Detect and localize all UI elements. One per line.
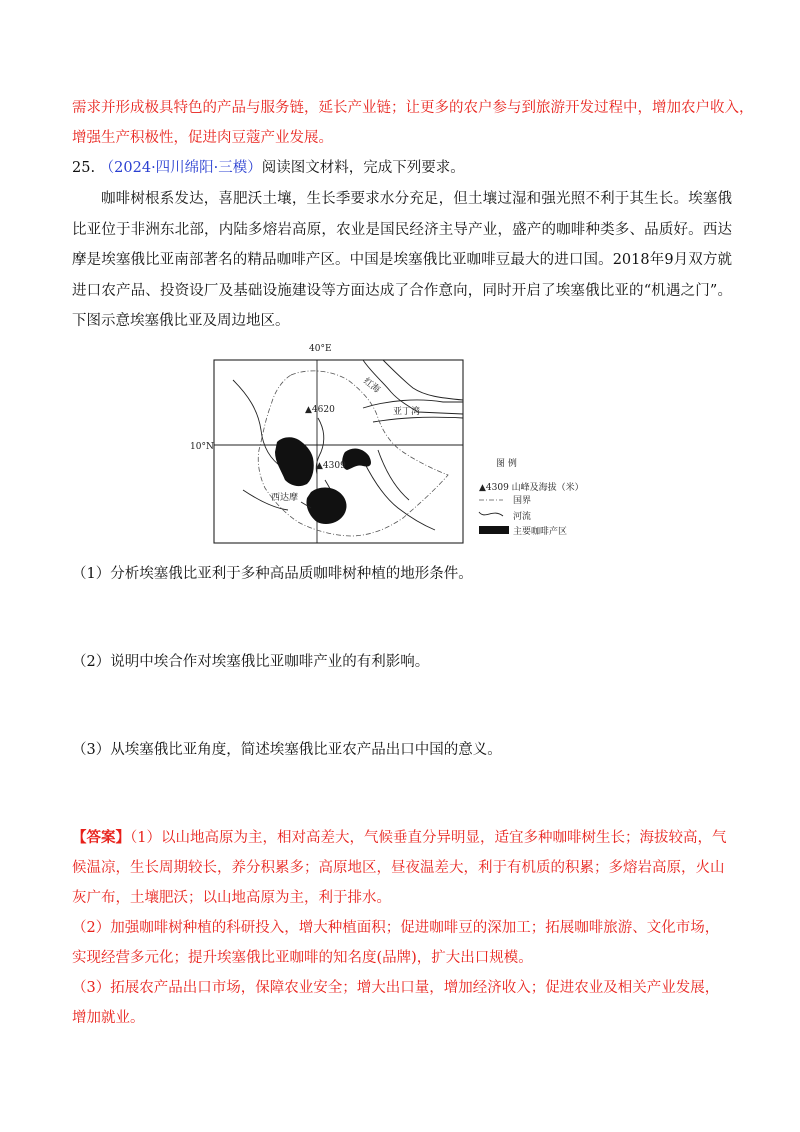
ethiopia-map-svg xyxy=(190,340,613,545)
intro-red-line-1: 需求并形成极具特色的产品与服务链，延长产业链；让更多的农户参与到旅游开发过程中，增加农户收入， xyxy=(72,100,754,116)
peak-4620-label: ▲4620 xyxy=(305,405,335,415)
legend-coffee-symbol xyxy=(479,526,509,534)
answer-1-text: （1）以山地高原为主，相对高差大，气候垂直分异明显，适宜多种咖啡树生长；海拔较高，气候温凉，生长周期较长，养分积累多；高原地区，昼夜温差大，利于有机质的积累；多熔岩高原，火山灰广布，土壤肥沃；以山地高原为主，利于排水。 xyxy=(72,830,727,906)
legend-title: 图 例 xyxy=(496,459,517,469)
lon-label: 40°E xyxy=(309,344,332,354)
answer-part-2: （2）加强咖啡树种植的科研投入，增大种植面积；促进咖啡豆的深加工；拓展咖啡旅游、文化市场，实现经营多元化；提升埃塞俄比亚咖啡的知名度(品牌)，扩大出口规模。 xyxy=(72,920,720,966)
legend-coffee: 主要咖啡产区 xyxy=(513,527,568,537)
lat-label: 10°N xyxy=(190,442,214,452)
question-instruction: 阅读图文材料，完成下列要求。 xyxy=(261,160,465,176)
legend-peak: ▲4309 山峰及海拔（米） xyxy=(479,483,584,493)
coffee-region-west xyxy=(275,437,314,486)
sub-question-3: （3）从埃塞俄比亚角度，简述埃塞俄比亚农产品出口中国的意义。 xyxy=(72,742,502,758)
answer-part-1 xyxy=(72,823,732,913)
answer-tag: 【答案】 xyxy=(72,829,130,846)
coastline-red-sea xyxy=(383,360,463,400)
peak-4309-label: ▲4309 xyxy=(316,461,346,471)
ethiopia-map-figure xyxy=(190,340,613,545)
intro-red-line-2: 增强生产积极性，促进肉豆蔻产业发展。 xyxy=(72,130,333,146)
legend-river-symbol xyxy=(479,512,503,516)
question-source: （2024·四川绵阳·三模） xyxy=(99,160,262,176)
gulf-label: 亚丁湾 xyxy=(393,407,421,417)
gulf-coast-south xyxy=(373,417,463,422)
sub-question-1: （1）分析埃塞俄比亚利于多种高品质咖啡树种植的地形条件。 xyxy=(72,566,473,582)
legend-border: 国界 xyxy=(513,496,532,506)
legend-river: 河流 xyxy=(513,512,532,522)
river-3 xyxy=(363,460,435,530)
coffee-region-sidamo xyxy=(306,488,346,525)
sidamo-label: 西达摩 xyxy=(271,493,299,503)
question-header xyxy=(72,158,465,178)
red-sea-label: 红海 xyxy=(361,376,382,396)
question-material: 咖啡树根系发达，喜肥沃土壤，生长季要求水分充足，但土壤过湿和强光照不利于其生长。埃塞俄比亚位于非洲东北部，内陆多熔岩高原，农业是国民经济主导产业，盛产的咖啡种类多、品质好。西达摩是埃塞俄比亚南部著名的精品咖啡产区。中国是埃塞俄比亚咖啡豆最大的进口国。2018年9月双方就进口农产品、投资设厂及基础设施建设等方面达成了合作意向，同时开启了埃塞俄比亚的“机遇之门”。下图示意埃塞俄比亚及周边地区。 xyxy=(72,191,732,329)
question-number: 25. xyxy=(72,160,96,176)
sub-question-2: （2）说明中埃合作对埃塞俄比亚咖啡产业的有利影响。 xyxy=(72,654,430,670)
answer-part-3: （3）拓展农产品出口市场，保障农业安全；增大出口量，增加经济收入；促进农业及相关产业发展，增加就业。 xyxy=(72,980,720,1026)
